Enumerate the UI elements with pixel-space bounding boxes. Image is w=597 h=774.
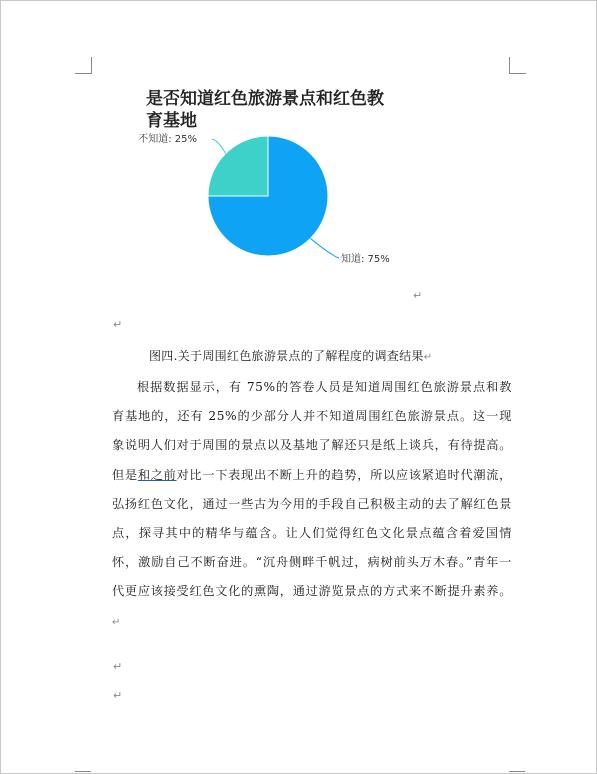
paragraph-mark-empty-1: ↵ bbox=[113, 318, 123, 331]
pie-chart bbox=[121, 121, 421, 281]
crop-mark-top-right bbox=[509, 57, 526, 74]
body-text-part-2: 对比一下表现出不断上升的趋势，所以应该紧追时代潮流，弘扬红色文化，通过一些古为今用的手段自己积极主动的去了解红色景点，探寻其中的精华与蕴含。让人们觉得红色文化景点蕴含着爱国情怀，激励自己不断奋进。“沉舟侧畔千帆过，病树前头万木春。”青年一代更应该接受红色文化的熏陶，通过游览景点的方式来不断提升素养。 bbox=[112, 467, 512, 599]
paragraph-mark-empty-2: ↵ bbox=[113, 660, 123, 673]
pie-slice-dont-know bbox=[208, 136, 268, 196]
body-text-part-1: 根据数据显示，有 75%的答卷人员是知道周围红色旅游景点和教育基地的，还有 25%的少部分人并不知道周围红色旅游景点。这一现象说明人们对于周围的景点以及基地了解还只是纸上谈兵，有待提高。但是 bbox=[112, 380, 512, 482]
caption-paragraph-mark: ↵ bbox=[423, 352, 433, 363]
caption-text: 图四.关于周围红色旅游景点的了解程度的调查结果 bbox=[149, 349, 424, 363]
figure-caption[interactable] bbox=[149, 346, 432, 368]
slice-label-know: 知道: 75% bbox=[341, 254, 390, 265]
leader-line-know bbox=[310, 238, 339, 258]
paragraph-mark-chart: ↵ bbox=[413, 289, 423, 302]
leader-line-dont-know bbox=[212, 139, 226, 154]
slice-label-dont-know: 不知道: 25% bbox=[138, 134, 197, 145]
crop-mark-top-left bbox=[75, 57, 92, 74]
paragraph-mark-empty-3: ↵ bbox=[113, 689, 123, 702]
body-paragraph-mark: ↵ bbox=[112, 616, 121, 628]
grammar-underlined-text[interactable]: 和之前 bbox=[137, 467, 177, 482]
chart-title: 是否知道红色旅游景点和红色教育基地 bbox=[146, 89, 384, 131]
body-paragraph[interactable] bbox=[112, 373, 512, 637]
